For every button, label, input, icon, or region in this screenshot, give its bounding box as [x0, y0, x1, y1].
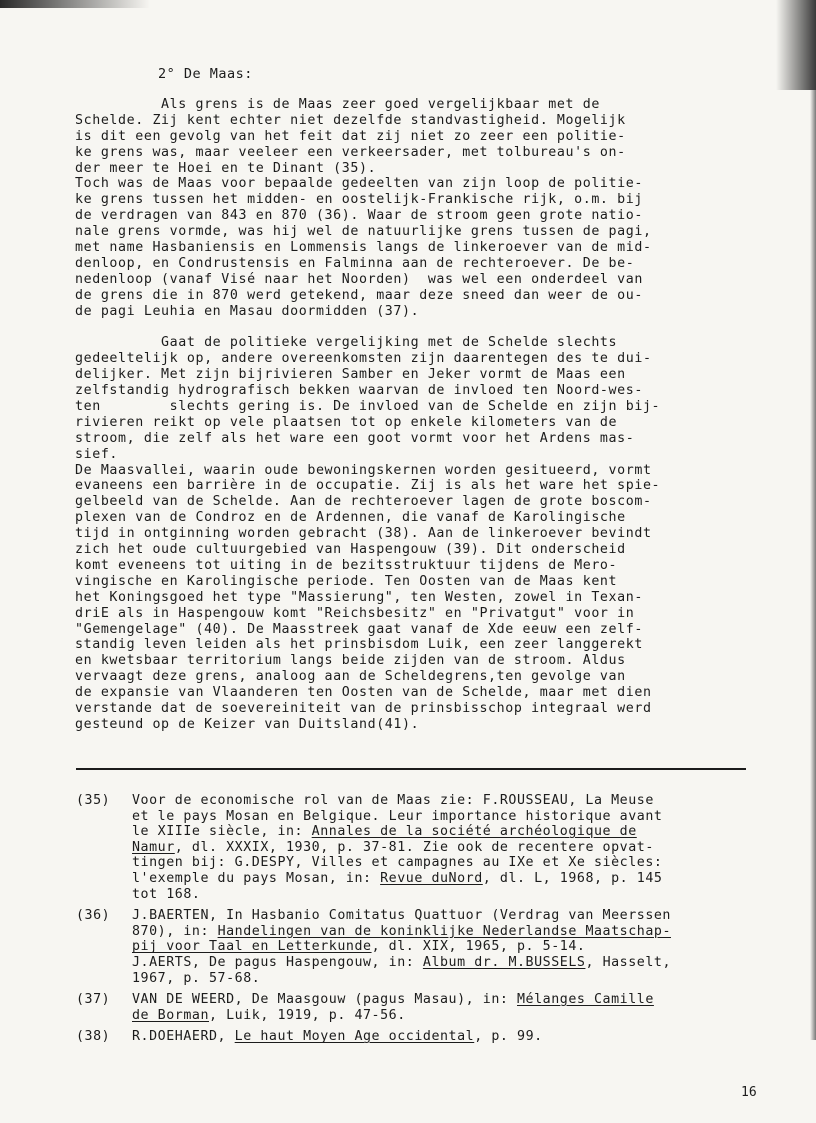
text-line: de pagi Leuhia en Masau doormidden (37). — [75, 303, 420, 319]
footnote-line — [132, 1008, 766, 1024]
footnote-segment: 1967, p. 57-68. — [132, 970, 261, 986]
text-line: Als grens is de Maas zeer goed vergelijkbaar met de — [75, 97, 600, 112]
footnote-line — [132, 939, 766, 955]
text-line: sief. — [75, 446, 119, 462]
footnote-text — [132, 1029, 766, 1045]
text-line: stroom, die zelf als het ware een goot vormt voor het Ardens mas- — [75, 430, 635, 446]
footnote-segment: tot 168. — [132, 886, 201, 902]
footnote-segment: et le pays Mosan en Belgique. Leur importance historique avant — [132, 808, 663, 824]
footnote-line — [132, 908, 766, 924]
footnote-line — [132, 992, 766, 1008]
footnote-line — [132, 971, 766, 987]
cited-title: Revue duNord — [380, 870, 483, 886]
text-line: zich het oude cultuurgebied van Haspengouw (39). Dit onderscheid — [75, 542, 626, 558]
footnote-segment: l'exemple du pays Mosan, in: — [132, 870, 381, 886]
footnote-segment: VAN DE WEERD, De Maasgouw (pagus Masau), in: — [132, 992, 517, 1008]
text-line: komt eveneens tot uiting in de bezitsstruktuur tijdens de Mero- — [75, 557, 618, 573]
text-line: vervaagt deze grens, analoog aan de Scheldegrens,ten gevolge van — [75, 669, 626, 685]
text-line: ke grens was, maar veeleer een verkeersader, met tolbureau's on- — [75, 144, 626, 160]
text-line: is dit een gevolg van het feit dat zij niet zo zeer een politie- — [75, 128, 626, 144]
footnote-line — [132, 809, 766, 825]
footnote-segment: , dl. L, 1968, p. 145 — [482, 870, 663, 886]
text-line: gedeeltelijk op, andere overeenkomsten zijn daarentegen des te dui- — [75, 351, 652, 367]
text-line: Gaat de politieke vergelijking met de Schelde slechts — [75, 335, 618, 351]
cited-title: Le haut Moyen Age occidental — [234, 1029, 475, 1045]
footnote-text — [132, 908, 766, 986]
footnote-segment: J.AERTS, De pagus Haspengouw, in: — [132, 954, 423, 970]
text-line: ten slechts gering is. De invloed van de Schelde en zijn bij- — [75, 399, 661, 415]
text-line: der meer te Hoei en te Dinant (35). — [75, 160, 377, 176]
footnote-number: (38) — [76, 1029, 111, 1045]
text-line: gelbeeld van de Schelde. Aan de rechteroever lagen de grote boscom- — [75, 494, 652, 510]
cited-title: Handelingen van de koninklijke Nederlandse Maatschap- — [217, 923, 671, 939]
footnote-segment: le XIIIe siècle, in: — [132, 824, 312, 840]
text-line: denloop, en Condrustensis en Falminna aan de rechteroever. De be- — [75, 255, 635, 271]
text-line: standig leven leiden als het prinsbisdom Luik, een zeer langgerekt — [75, 637, 643, 653]
paragraph — [75, 335, 745, 732]
footnote-segment: Voor de economische rol van de Maas zie: F.ROUSSEAU, La Meuse — [132, 793, 654, 808]
footnote-segment: tingen bij: G.DESPY, Villes et campagnes au IXe et Xe siècles: — [132, 855, 663, 871]
footnote-segment: R.DOEHAERD, — [132, 1029, 235, 1045]
cited-title: Album dr. M.BUSSELS — [422, 954, 586, 970]
footnote — [76, 793, 766, 902]
footnote-number: (37) — [76, 992, 111, 1008]
text-line: Toch was de Maas voor bepaalde gedeelten van zijn loop de politie- — [75, 176, 643, 192]
scan-shadow-corner — [776, 0, 816, 90]
footnote-segment: , dl. XIX, 1965, p. 5-14. — [371, 939, 586, 955]
text-line: Schelde. Zij kent echter niet dezelfde standvastigheid. Mogelijk — [75, 112, 626, 128]
footnote-segment: J.BAERTEN, In Hasbanio Comitatus Quattuor (Verdrag van Meerssen — [132, 908, 671, 924]
text-line: en kwetsbaar territorium langs beide zijden van de stroom. Aldus — [75, 653, 626, 669]
footnote-line — [132, 1029, 766, 1045]
footnote-separator — [76, 768, 746, 770]
text-line: driE als in Haspengouw komt "Reichsbesitz" en "Privatgut" voor in — [75, 605, 635, 621]
text-line: evaneens een barrière in de occupatie. Zij is als het ware het spie- — [75, 478, 661, 494]
footnote-text — [132, 992, 766, 1023]
cited-title: Mélanges Camille — [517, 992, 654, 1008]
text-line: tijd in ontginning worden gebracht (38). Aan de linkeroever bevindt — [75, 526, 652, 542]
footnote-segment: , dl. XXXIX, 1930, p. 37-81. Zie ook de recentere opvat- — [174, 839, 654, 855]
paragraph-gap — [75, 319, 745, 335]
footnote-text — [132, 793, 766, 902]
footnote-line — [132, 793, 766, 809]
footnote-line — [132, 840, 766, 856]
text-line: verstande dat de soevereiniteit van de prinsbisschop integraal werd — [75, 700, 652, 716]
section-heading: 2° De Maas: — [158, 66, 253, 82]
footnote — [76, 908, 766, 986]
text-line: ke grens tussen het midden- en oostelijk-Frankische rijk, o.m. bij — [75, 192, 643, 208]
footnote-number: (35) — [76, 793, 111, 808]
footnote-number: (36) — [76, 908, 111, 924]
footnote-line — [132, 871, 766, 887]
text-line: de verdragen van 843 en 870 (36). Waar de stroom geen grote natio- — [75, 208, 643, 224]
text-line: vingische en Karolingische periode. Ten Oosten van de Maas kent — [75, 573, 618, 589]
scan-shadow-edge — [810, 90, 816, 1040]
footnote-line — [132, 824, 766, 840]
text-line: nale grens vormde, was hij wel de natuurlijke grens tussen de pagi, — [75, 224, 652, 240]
text-line: met name Hasbaniensis en Lommensis langs de linkeroever van de mid- — [75, 240, 652, 256]
text-line: plexen van de Condroz en de Ardennen, die vanaf de Karolingische — [75, 510, 626, 526]
text-line: het Koningsgoed het type "Massierung", ten Westen, zowel in Texan- — [75, 589, 643, 605]
footnote — [76, 992, 766, 1023]
footnote-segment: , p. 99. — [474, 1029, 543, 1045]
text-line: delijker. Met zijn bijrivieren Samber en Jeker vormt de Maas een — [75, 367, 626, 383]
page-number: 16 — [741, 1085, 757, 1100]
cited-title: Annales de la société archéologique de — [311, 824, 637, 840]
scan-shadow-top — [0, 0, 150, 8]
cited-title: de Borman — [132, 1007, 209, 1023]
text-line: "Gemengelage" (40). De Maasstreek gaat vanaf de Xde eeuw een zelf- — [75, 621, 643, 637]
footnote-segment: 870), in: — [132, 923, 218, 939]
footnote-segment: , Luik, 1919, p. 47-56. — [209, 1007, 406, 1023]
footnote-segment: , Hasselt, — [585, 954, 672, 970]
paragraph — [75, 97, 745, 319]
text-line: De Maasvallei, waarin oude bewoningskernen worden gesitueerd, vormt — [75, 462, 652, 478]
cited-title: Namur — [132, 839, 175, 855]
text-line: rivieren reikt op vele plaatsen tot op enkele kilometers van de — [75, 414, 618, 430]
text-line: nedenloop (vanaf Visé naar het Noorden) was wel een onderdeel van — [75, 271, 643, 287]
footnotes — [76, 793, 766, 1051]
footnote-line — [132, 855, 766, 871]
text-line: zelfstandig hydrografisch bekken waarvan de invloed ten Noord-wes- — [75, 383, 643, 399]
footnote — [76, 1029, 766, 1045]
text-line: de grens die in 870 werd getekend, maar deze sneed dan weer de ou- — [75, 287, 643, 303]
footnote-line — [132, 887, 766, 903]
body-text — [75, 97, 745, 733]
footnote-line — [132, 924, 766, 940]
text-line: gesteund op de Keizer van Duitsland(41). — [75, 716, 420, 732]
cited-title: pij voor Taal en Letterkunde — [132, 939, 372, 955]
footnote-line — [132, 955, 766, 971]
text-line: de expansie van Vlaanderen ten Oosten van de Schelde, maar met dien — [75, 685, 652, 701]
